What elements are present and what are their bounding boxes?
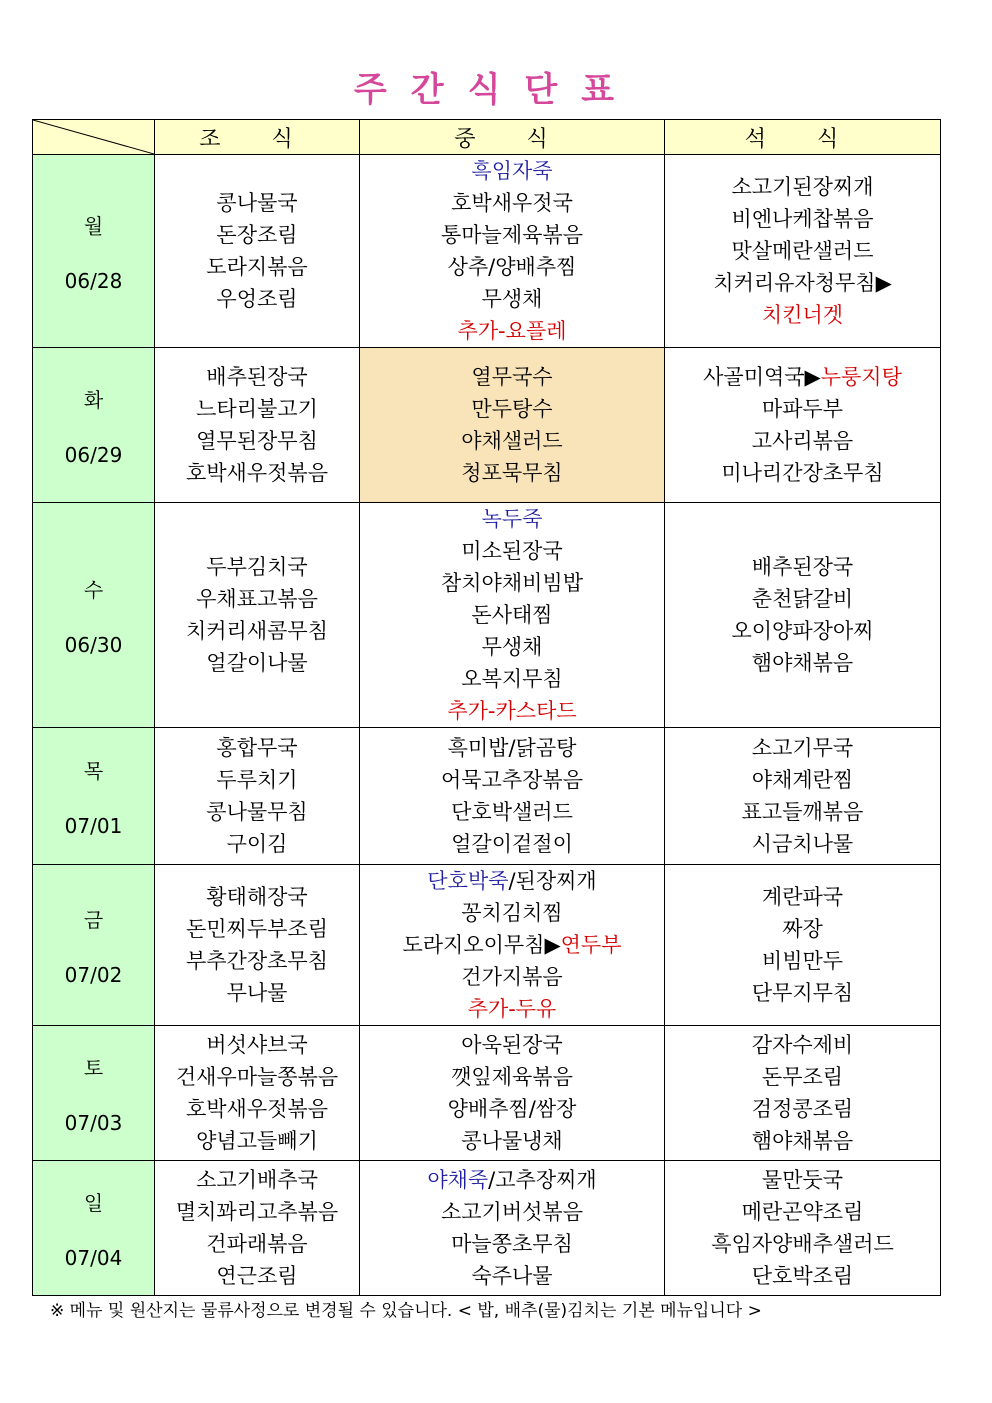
table-row [33, 865, 941, 1026]
menu-item-part: 연두부 [560, 933, 622, 957]
day-name: 토 [83, 1055, 104, 1080]
menu-item: 돈장조림 [216, 223, 298, 247]
menu-item: 계란파국 [761, 885, 844, 909]
menu-item [665, 361, 940, 393]
menu-item-part: 누룽지탕 [820, 365, 902, 389]
dinner-cell [665, 348, 941, 503]
day-cell [33, 503, 155, 728]
menu-item-part: /고추장찌개 [488, 1168, 597, 1192]
menu-item: 비빔만두 [761, 949, 844, 973]
day-cell [33, 1161, 155, 1296]
menu-item: 햄야채볶음 [751, 1129, 854, 1153]
day-cell [33, 348, 155, 503]
menu-item: 꽁치김치찜 [461, 901, 563, 925]
menu-item: 두루치기 [216, 768, 298, 792]
menu-item-part: 야채죽 [427, 1168, 489, 1192]
menu-item: 추가-카스타드 [447, 699, 577, 723]
menu-item: 구이김 [226, 832, 288, 856]
menu-item: 무나물 [226, 981, 288, 1005]
menu-item: 양념고들빼기 [196, 1129, 318, 1153]
menu-item: 흑임자양배추샐러드 [711, 1232, 894, 1256]
breakfast-cell [155, 1026, 360, 1161]
menu-item-part: 도라지오이무침▶ [402, 933, 561, 957]
menu-item: 우엉조림 [216, 287, 298, 311]
header-lunch: 중 식 [360, 120, 665, 155]
menu-item: 소고기무국 [751, 736, 854, 760]
menu-item: 단무지무침 [751, 981, 854, 1005]
menu-item: 오이양파장아찌 [731, 619, 874, 643]
corner-cell [33, 120, 155, 155]
day-name: 화 [83, 387, 104, 412]
menu-item: 콩나물국 [216, 191, 298, 215]
menu-item: 만두탕수 [471, 397, 553, 421]
menu-item: 야채계란찜 [751, 768, 854, 792]
menu-item: 무생채 [481, 635, 543, 659]
menu-item: 소고기된장찌개 [731, 175, 874, 199]
footer-note: ※ 메뉴 및 원산지는 물류사정으로 변경될 수 있습니다. < 밥, 배추(물)김치는 기본 메뉴입니다 > [50, 1301, 762, 1321]
menu-item: 연근조림 [216, 1264, 298, 1288]
menu-item [360, 929, 664, 961]
lunch-cell [360, 728, 665, 865]
menu-item: 얼갈이나물 [206, 651, 308, 675]
menu-item: 호박새우젓볶음 [185, 461, 328, 485]
breakfast-cell [155, 503, 360, 728]
menu-item: 마파두부 [761, 397, 844, 421]
menu-item: 치커리새콤무침 [185, 619, 328, 643]
menu-item: 통마늘제육볶음 [440, 223, 583, 247]
menu-item: 단호박샐러드 [451, 800, 573, 824]
menu-item: 치킨너겟 [761, 303, 844, 327]
menu-item: 짜장 [782, 917, 823, 941]
lunch-cell [360, 1161, 665, 1296]
menu-item: 단호박조림 [751, 1264, 854, 1288]
menu-item: 건가지볶음 [461, 965, 563, 989]
menu-item: 열무국수 [471, 365, 553, 389]
header-breakfast: 조 식 [155, 120, 360, 155]
menu-item: 표고들깨볶음 [741, 800, 864, 824]
menu-item: 열무된장무침 [196, 429, 318, 453]
menu-item: 배추된장국 [206, 365, 308, 389]
menu-item: 참치야채비빔밥 [440, 571, 583, 595]
menu-item: 돈민찌두부조림 [185, 917, 328, 941]
lunch-cell [360, 865, 665, 1026]
day-name: 금 [83, 907, 104, 932]
lunch-cell-highlighted [360, 348, 665, 503]
page-title: 주간식단표 [353, 70, 639, 110]
table-row [33, 503, 941, 728]
day-date: 07/03 [64, 1110, 123, 1135]
menu-item: 두부김치국 [206, 555, 308, 579]
menu-item: 미나리간장초무침 [721, 461, 884, 485]
menu-item: 맛살메란샐러드 [731, 239, 874, 263]
menu-item: 느타리불고기 [196, 397, 318, 421]
day-date: 07/02 [64, 962, 123, 987]
menu-item: 무생채 [481, 287, 543, 311]
day-cell [33, 865, 155, 1026]
day-date: 06/29 [64, 442, 123, 467]
day-name: 목 [83, 758, 104, 783]
menu-item-part: 단호박죽 [427, 869, 509, 893]
menu-item: 야채샐러드 [461, 429, 563, 453]
lunch-cell [360, 503, 665, 728]
menu-item: 호박새우젓국 [451, 191, 573, 215]
menu-item: 감자수제비 [751, 1033, 854, 1057]
breakfast-cell [155, 865, 360, 1026]
menu-item: 도라지볶음 [206, 255, 308, 279]
table-row [33, 1161, 941, 1296]
lunch-cell [360, 1026, 665, 1161]
menu-item: 돈사태찜 [471, 603, 553, 627]
lunch-cell [360, 155, 665, 348]
menu-item: 숙주나물 [471, 1264, 553, 1288]
day-cell [33, 1026, 155, 1161]
menu-item: 우채표고볶음 [196, 587, 318, 611]
menu-item-part: 사골미역국▶ [703, 365, 821, 389]
menu-item: 건파래볶음 [206, 1232, 308, 1256]
day-cell [33, 155, 155, 348]
header-row [33, 120, 941, 155]
menu-item: 얼갈이겉절이 [451, 832, 573, 856]
menu-item: 콩나물무침 [206, 800, 308, 824]
dinner-cell [665, 728, 941, 865]
menu-item: 시금치나물 [751, 832, 854, 856]
header-dinner: 석 식 [665, 120, 941, 155]
menu-item: 소고기배추국 [196, 1168, 318, 1192]
menu-item: 고사리볶음 [751, 429, 854, 453]
menu-item: 미소된장국 [461, 539, 563, 563]
menu-item: 깻잎제육볶음 [451, 1065, 573, 1089]
breakfast-cell [155, 348, 360, 503]
menu-item: 춘천닭갈비 [751, 587, 854, 611]
menu-item: 건새우마늘쫑볶음 [175, 1065, 339, 1089]
table-row [33, 1026, 941, 1161]
day-date: 06/28 [64, 268, 123, 293]
menu-item: 비엔나케찹볶음 [731, 207, 874, 231]
menu-item: 배추된장국 [751, 555, 854, 579]
day-name: 월 [83, 213, 104, 238]
menu-item: 추가-두유 [467, 997, 557, 1021]
dinner-cell [665, 155, 941, 348]
menu-item: 아욱된장국 [461, 1033, 563, 1057]
menu-item: 돈무조림 [761, 1065, 844, 1089]
dinner-cell [665, 865, 941, 1026]
menu-item [360, 1164, 664, 1196]
menu-item: 추가-요플레 [457, 319, 567, 343]
menu-item: 녹두죽 [481, 507, 543, 531]
menu-item: 흑임자죽 [471, 159, 553, 183]
menu-item: 버섯샤브국 [206, 1033, 308, 1057]
day-date: 06/30 [64, 632, 123, 657]
menu-item-part: /된장찌개 [508, 869, 597, 893]
table-row [33, 155, 941, 348]
day-date: 07/04 [64, 1245, 123, 1270]
day-cell [33, 728, 155, 865]
menu-item: 물만둣국 [761, 1168, 844, 1192]
menu-item: 메란곤약조림 [741, 1200, 864, 1224]
breakfast-cell [155, 1161, 360, 1296]
menu-item: 어묵고추장볶음 [440, 768, 583, 792]
menu-item: 양배추찜/쌈장 [447, 1097, 577, 1121]
day-name: 일 [83, 1190, 104, 1215]
menu-item: 흑미밥/닭곰탕 [447, 736, 577, 760]
menu-item: 오복지무침 [461, 667, 563, 691]
menu-item: 햄야채볶음 [751, 651, 854, 675]
menu-item: 황태해장국 [206, 885, 308, 909]
menu-item: 소고기버섯볶음 [440, 1200, 583, 1224]
menu-item: 치커리유자청무침▶ [713, 271, 892, 295]
table-row [33, 728, 941, 865]
menu-item: 호박새우젓볶음 [185, 1097, 328, 1121]
weekly-menu-table [32, 119, 941, 1296]
menu-item: 청포묵무침 [461, 461, 563, 485]
day-name: 수 [83, 577, 104, 602]
menu-item: 홍합무국 [216, 736, 298, 760]
diagonal-line [33, 120, 154, 154]
menu-item: 멸치꽈리고추볶음 [175, 1200, 339, 1224]
dinner-cell [665, 1161, 941, 1296]
day-date: 07/01 [64, 813, 123, 838]
dinner-cell [665, 503, 941, 728]
menu-item: 콩나물냉채 [461, 1129, 563, 1153]
menu-item: 마늘쫑초무침 [451, 1232, 573, 1256]
dinner-cell [665, 1026, 941, 1161]
menu-item: 상추/양배추찜 [447, 255, 577, 279]
breakfast-cell [155, 728, 360, 865]
breakfast-cell [155, 155, 360, 348]
menu-item: 부추간장초무침 [185, 949, 328, 973]
menu-item [360, 865, 664, 897]
menu-item: 검정콩조림 [751, 1097, 854, 1121]
table-row [33, 348, 941, 503]
